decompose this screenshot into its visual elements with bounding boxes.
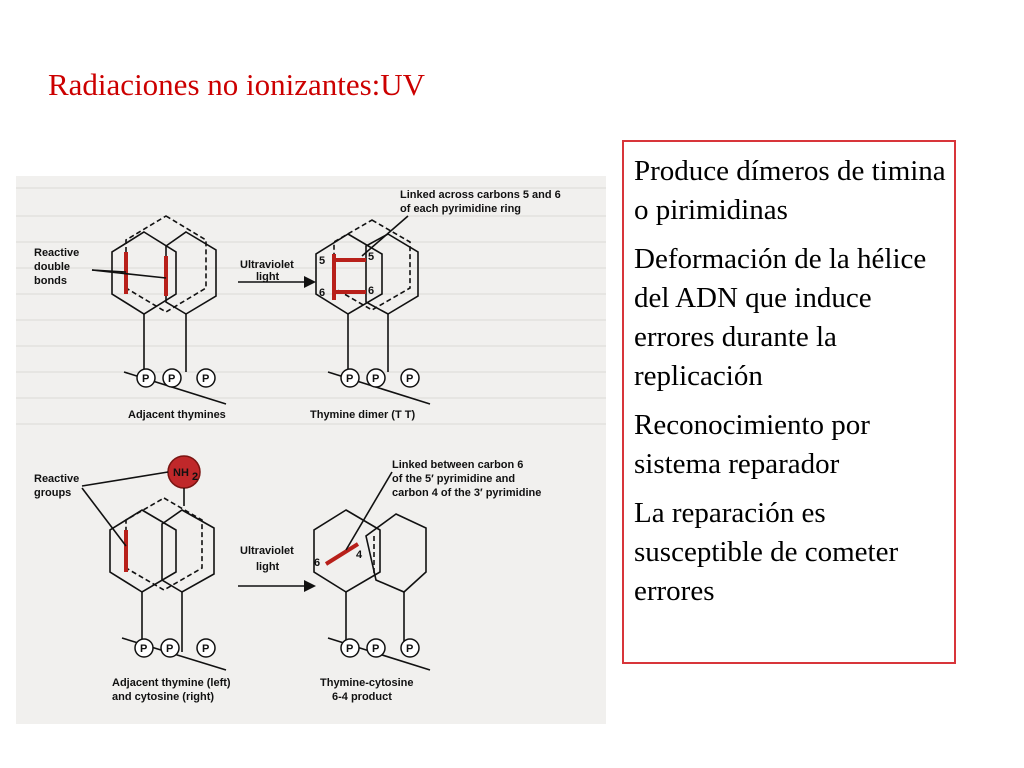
phosphate-label: P: [372, 643, 380, 655]
svg-text:2: 2: [192, 471, 199, 483]
svg-text:of the 5′ pyrimidine and: of the 5′ pyrimidine and: [392, 473, 516, 485]
top-left-phosphates: [137, 369, 215, 387]
svg-text:4: 4: [356, 549, 363, 561]
svg-text:groups: groups: [34, 487, 72, 499]
svg-text:6: 6: [319, 287, 326, 299]
svg-text:Linked across carbons 5 and 6: Linked across carbons 5 and 6: [400, 189, 561, 201]
svg-text:6: 6: [314, 557, 321, 569]
svg-text:NH: NH: [173, 467, 189, 479]
phosphate-label: P: [372, 373, 380, 385]
bottom-left-phosphates: [135, 639, 215, 657]
adjacent-thymines-caption: Adjacent thymines: [128, 409, 226, 421]
svg-text:Thymine-cytosine: Thymine-cytosine: [320, 677, 414, 689]
svg-text:double: double: [34, 261, 71, 273]
svg-text:and cytosine (right): and cytosine (right): [112, 691, 215, 703]
svg-text:light: light: [256, 271, 280, 283]
phosphate-label: P: [202, 643, 210, 655]
svg-text:of each pyrimidine ring: of each pyrimidine ring: [400, 203, 522, 215]
phosphate-label: P: [168, 373, 176, 385]
uv-dimer-figure: [16, 176, 606, 724]
svg-text:Ultraviolet: Ultraviolet: [240, 259, 294, 271]
phosphate-label: P: [142, 373, 150, 385]
summary-box: [622, 140, 956, 664]
top-right-phosphates: [341, 369, 419, 387]
svg-text:6-4 product: 6-4 product: [332, 691, 392, 703]
svg-text:carbon 4 of the 3′ pyrimidine: carbon 4 of the 3′ pyrimidine: [392, 487, 542, 499]
svg-text:bonds: bonds: [34, 275, 67, 287]
svg-text:Reactive: Reactive: [34, 247, 80, 259]
svg-text:5: 5: [368, 251, 375, 263]
point-helix-deformation: Deformación de la hélice del ADN que induce errores durante la replicación: [634, 243, 927, 392]
phosphate-label: P: [406, 643, 414, 655]
phosphate-label: P: [166, 643, 174, 655]
bottom-right-phosphates: [341, 639, 419, 657]
svg-text:Reactive: Reactive: [34, 473, 80, 485]
phosphate-label: P: [346, 373, 354, 385]
svg-text:Ultraviolet: Ultraviolet: [240, 545, 294, 557]
phosphate-label: P: [346, 643, 354, 655]
point-dimer-formation: Produce dímeros de timina o pirimidinas: [634, 155, 946, 226]
phosphate-label: P: [202, 373, 210, 385]
thymine-dimer-caption: Thymine dimer (T T): [310, 409, 416, 421]
pyrimidine-dimer-diagram: [16, 176, 606, 724]
svg-text:light: light: [256, 561, 280, 573]
slide-title: Radiaciones no ionizantes:UV: [48, 67, 426, 102]
phosphate-label: P: [140, 643, 148, 655]
svg-text:Adjacent thymine (left): Adjacent thymine (left): [112, 677, 231, 689]
svg-text:6: 6: [368, 285, 375, 297]
svg-text:Linked between carbon 6: Linked between carbon 6: [392, 459, 524, 471]
phosphate-label: P: [406, 373, 414, 385]
svg-text:5: 5: [319, 255, 326, 267]
point-repair-errors: La reparación es susceptible de cometer errores: [634, 497, 899, 607]
background-texture: [16, 176, 606, 724]
point-repair-recognition: Reconocimiento por sistema reparador: [634, 409, 870, 480]
